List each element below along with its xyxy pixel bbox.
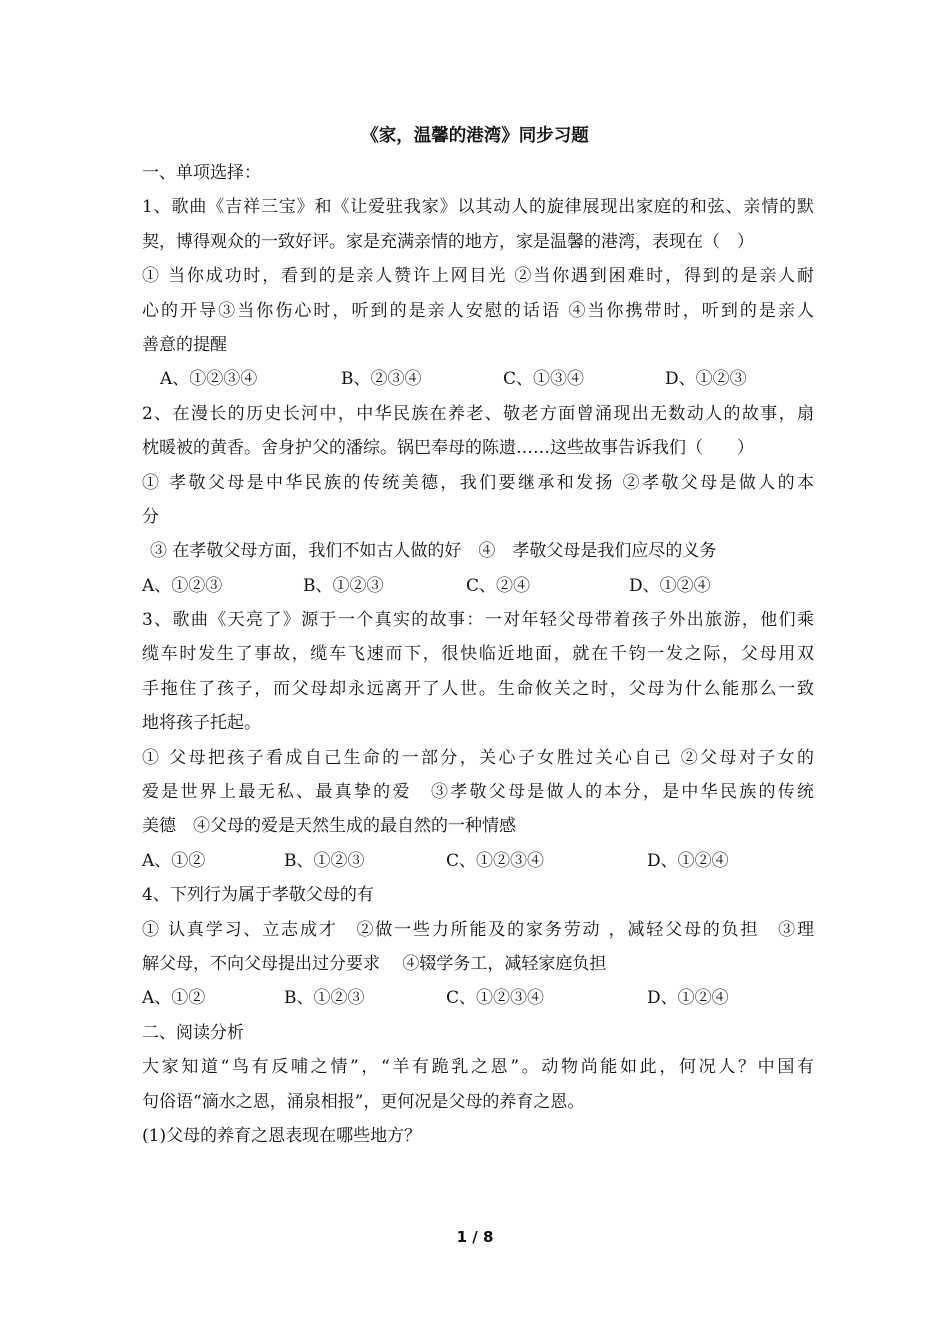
answer-options [142,569,814,603]
document-title: 《家，温馨的港湾》同步习题 [361,126,589,146]
question-line: 解父母，不向父母提出过分要求 ④辍学务工，减轻家庭负担 [142,953,607,974]
question-line: 缆车时发生了事故，缆车飞速而下，很快临近地面，就在千钧一发之际，父母用双 [142,644,814,665]
option-d: D、①②④ [647,850,729,871]
question-line: 手拖住了孩子，而父母却永远离开了人世。生命攸关之时，父母为什么能那么一致 [142,678,814,699]
question-line: ① 父母把孩子看成自己生命的一部分，关心子女胜过关心自己 ②父母对子女的 [142,747,814,768]
question-line: ① 孝敬父母是中华民族的传统美德，我们要继承和发扬 ②孝敬父母是做人的本 [142,472,814,493]
option-b: B、①②③ [284,850,365,871]
option-c: C、①②③④ [446,988,545,1009]
question-4 [142,878,814,1016]
answer-options [142,981,814,1015]
section-heading-choice: 一、单项选择： [142,163,261,183]
reading-line: 大家知道“鸟有反哺之情”，“羊有跪乳之恩”。动物尚能如此，何况人？中国有 [142,1057,814,1078]
question-line: 4、下列行为属于孝敬父母的有 [142,885,374,906]
reading-question: (1)父母的养育之恩表现在哪些地方？ [142,1125,422,1146]
option-a: A、①②③④ [160,369,258,390]
page-number: 1 / 8 [456,1228,494,1246]
question-line: 地将孩子托起。 [142,713,261,734]
option-a: A、①② [142,988,206,1009]
option-a: A、①②③ [142,575,223,596]
question-line: ③ 在孝敬父母方面，我们不如古人做的好 ④ 孝敬父母是我们应尽的义务 [150,541,717,562]
reading-passage [142,1050,814,1153]
option-d: D、①②③ [665,369,747,390]
question-2 [142,397,814,603]
question-3 [142,603,814,878]
option-b: B、②③④ [341,369,422,390]
question-line: 枕暖被的黄香。舍身护父的潘综。锅巴奉母的陈遗……这些故事告诉我们（ ） [142,438,754,459]
question-line: 1、歌曲《吉祥三宝》和《让爱驻我家》以其动人的旋律展现出家庭的和弦、亲情的默 [142,197,814,218]
option-a: A、①② [142,850,206,871]
question-line: 善意的提醒 [142,334,227,355]
question-line: ① 当你成功时，看到的是亲人赞许上网目光 ②当你遇到困难时，得到的是亲人耐 [142,266,814,287]
option-d: D、①②④ [629,575,711,596]
reading-line: 句俗语“滴水之恩，涌泉相报”，更何况是父母的养育之恩。 [142,1091,585,1112]
question-line: 美德 ④父母的爱是天然生成的最自然的一种情感 [142,816,516,837]
option-c: C、②④ [466,575,531,596]
answer-options [142,362,814,396]
document-body [142,156,814,1153]
question-1 [142,190,814,396]
option-c: C、①②③④ [446,850,545,871]
option-b: B、①②③ [303,575,384,596]
question-line: 3、歌曲《天亮了》源于一个真实的故事：一对年轻父母带着孩子外出旅游，他们乘 [142,610,814,631]
question-line: 契，博得观众的一致好评。家是充满亲情的地方，家是温馨的港湾，表现在（ ） [142,231,754,252]
question-line: 分 [142,506,159,527]
answer-options [142,844,814,878]
question-line: 爱是世界上最无私、最真挚的爱 ③孝敬父母是做人的本分，是中华民族的传统 [142,782,814,803]
question-line: 2、在漫长的历史长河中，中华民族在养老、敬老方面曾涌现出无数动人的故事，扇 [142,403,814,424]
option-b: B、①②③ [284,988,365,1009]
question-line: 心的开导③当你伤心时，听到的是亲人安慰的话语 ④当你携带时，听到的是亲人 [142,300,814,321]
section-heading-reading: 二、阅读分析 [142,1022,244,1043]
option-d: D、①②④ [647,988,729,1009]
option-c: C、①③④ [503,369,585,390]
question-line: ① 认真学习、立志成才 ②做一些力所能及的家务劳动 ，减轻父母的负担 ③理 [142,919,814,940]
